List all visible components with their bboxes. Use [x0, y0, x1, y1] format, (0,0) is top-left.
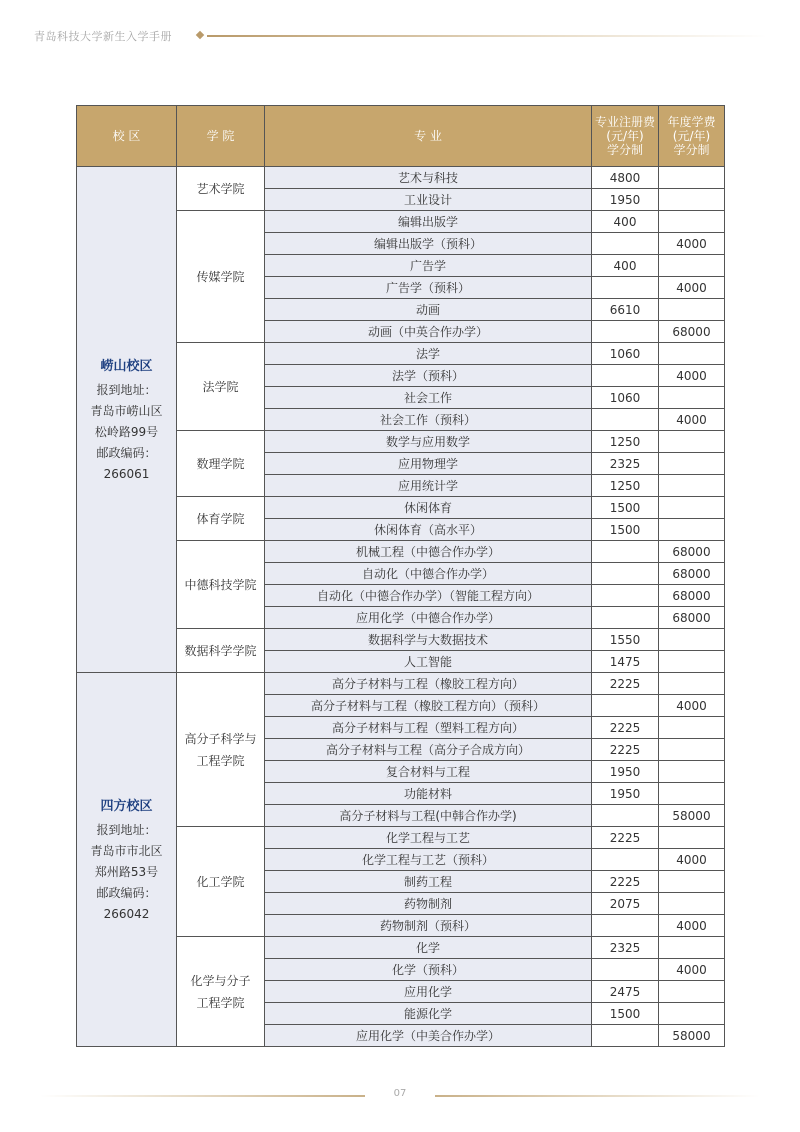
- major-column-header: 专 业: [265, 106, 592, 167]
- major-name-cell: 制药工程: [265, 871, 592, 893]
- header-line: (元/年): [672, 129, 711, 143]
- annual-fee-cell: 4000: [659, 233, 725, 255]
- annual-fee-cell: [659, 783, 725, 805]
- college-name-line: 化工学院: [196, 874, 245, 889]
- annual-fee-cell: [659, 343, 725, 365]
- table-body: [77, 167, 725, 1047]
- header-rule: [207, 35, 767, 37]
- annual-fee-cell: 68000: [659, 321, 725, 343]
- annual-fee-cell: [659, 717, 725, 739]
- college-name-line: 法学院: [202, 379, 239, 394]
- major-name-cell: 社会工作（预科）: [265, 409, 592, 431]
- registration-fee-cell: [592, 585, 659, 607]
- postcode: 266042: [103, 906, 150, 921]
- table-header-row: [77, 106, 725, 167]
- address-line: 郑州路53号: [94, 864, 159, 879]
- major-name-cell: 高分子材料与工程（橡胶工程方向）: [265, 673, 592, 695]
- major-name-cell: 高分子材料与工程(中韩合作办学): [265, 805, 592, 827]
- major-name-cell: 化学工程与工艺（预科）: [265, 849, 592, 871]
- annual-fee-cell: [659, 189, 725, 211]
- registration-fee-cell: 2325: [592, 453, 659, 475]
- major-name-cell: 广告学（预科）: [265, 277, 592, 299]
- college-column-header: 学 院: [177, 106, 265, 167]
- registration-fee-cell: [592, 805, 659, 827]
- campus-name: 崂山校区: [100, 358, 153, 374]
- annual-fee-cell: [659, 893, 725, 915]
- registration-fee-cell: 2225: [592, 739, 659, 761]
- registration-fee-cell: 1060: [592, 387, 659, 409]
- major-name-cell: 动画: [265, 299, 592, 321]
- major-name-cell: 应用物理学: [265, 453, 592, 475]
- major-name-cell: 自动化（中德合作办学）: [265, 563, 592, 585]
- annual-fee-cell: 68000: [659, 563, 725, 585]
- major-name-cell: 药物制剂: [265, 893, 592, 915]
- registration-fee-cell: 1250: [592, 475, 659, 497]
- major-name-cell: 高分子材料与工程（塑料工程方向）: [265, 717, 592, 739]
- registration-fee-cell: [592, 959, 659, 981]
- header-diamond-ornament: [196, 31, 204, 39]
- college-name-line: 数理学院: [196, 456, 245, 471]
- annual-fee-cell: [659, 937, 725, 959]
- college-name-line: 化学与分子: [190, 973, 251, 988]
- major-name-cell: 化学: [265, 937, 592, 959]
- major-name-cell: 社会工作: [265, 387, 592, 409]
- registration-fee-cell: 2325: [592, 937, 659, 959]
- annual-fee-cell: [659, 1003, 725, 1025]
- registration-fee-cell: 4800: [592, 167, 659, 189]
- major-name-cell: 功能材料: [265, 783, 592, 805]
- address-label: 报到地址：: [96, 822, 157, 837]
- annual-fee-cell: [659, 475, 725, 497]
- major-name-cell: 应用化学: [265, 981, 592, 1003]
- major-name-cell: 编辑出版学（预科）: [265, 233, 592, 255]
- annual-fee-cell: [659, 519, 725, 541]
- annual-fee-cell: [659, 629, 725, 651]
- registration-fee-cell: 2225: [592, 673, 659, 695]
- college-name-cell: [177, 343, 265, 431]
- major-name-cell: 能源化学: [265, 1003, 592, 1025]
- annual-fee-cell: [659, 497, 725, 519]
- college-name-cell: [177, 673, 265, 827]
- header-line: 学分制: [606, 143, 643, 157]
- registration-fee-cell: 6610: [592, 299, 659, 321]
- college-name-cell: [177, 827, 265, 937]
- registration-fee-cell: [592, 321, 659, 343]
- major-name-cell: 数学与应用数学: [265, 431, 592, 453]
- annual-fee-cell: [659, 761, 725, 783]
- registration-fee-cell: [592, 915, 659, 937]
- college-name-cell: [177, 431, 265, 497]
- major-name-cell: 法学（预科）: [265, 365, 592, 387]
- running-header: [34, 28, 764, 44]
- header-line: 专业注册费: [594, 115, 655, 129]
- table-row: [77, 167, 725, 189]
- registration-fee-cell: 1950: [592, 761, 659, 783]
- table-row: [77, 673, 725, 695]
- postcode-label: 邮政编码：: [96, 885, 157, 900]
- registration-fee-cell: [592, 409, 659, 431]
- major-name-cell: 应用统计学: [265, 475, 592, 497]
- address-line: 松岭路99号: [94, 424, 159, 439]
- college-name-cell: [177, 541, 265, 629]
- registration-fee-cell: [592, 233, 659, 255]
- registration-fee-cell: [592, 607, 659, 629]
- registration-fee-cell: 2475: [592, 981, 659, 1003]
- major-name-cell: 数据科学与大数据技术: [265, 629, 592, 651]
- tuition-fee-table: [76, 105, 725, 1047]
- registration-fee-cell: [592, 541, 659, 563]
- registration-fee-cell: 1500: [592, 1003, 659, 1025]
- major-name-cell: 机械工程（中德合作办学）: [265, 541, 592, 563]
- footer-rule-left: [40, 1095, 365, 1097]
- annual-fee-cell: [659, 299, 725, 321]
- major-name-cell: 编辑出版学: [265, 211, 592, 233]
- major-name-cell: 工业设计: [265, 189, 592, 211]
- major-name-cell: 高分子材料与工程（橡胶工程方向）（预科）: [265, 695, 592, 717]
- header-line: 学分制: [673, 143, 710, 157]
- major-name-cell: 高分子材料与工程（高分子合成方向）: [265, 739, 592, 761]
- annual-fee-cell: 4000: [659, 915, 725, 937]
- registration-fee-cell: 1550: [592, 629, 659, 651]
- annual-fee-cell: [659, 827, 725, 849]
- major-name-cell: 法学: [265, 343, 592, 365]
- college-name-line: 体育学院: [196, 511, 245, 526]
- page-footer: [40, 1088, 760, 1102]
- college-name-cell: [177, 497, 265, 541]
- annual-fee-cell: [659, 255, 725, 277]
- postcode: 266061: [103, 466, 150, 481]
- registration-fee-cell: 400: [592, 255, 659, 277]
- registration-fee-cell: [592, 849, 659, 871]
- annual-fee-cell: [659, 871, 725, 893]
- annual-fee-cell: 4000: [659, 959, 725, 981]
- registration-fee-cell: 2075: [592, 893, 659, 915]
- major-name-cell: 自动化（中德合作办学）（智能工程方向）: [265, 585, 592, 607]
- major-name-cell: 人工智能: [265, 651, 592, 673]
- header-line: (元/年): [606, 129, 644, 143]
- major-name-cell: 药物制剂（预科）: [265, 915, 592, 937]
- annual-fee-column-header: [659, 106, 725, 167]
- major-name-cell: 应用化学（中美合作办学）: [265, 1025, 592, 1047]
- campus-info-cell: [77, 167, 177, 673]
- postcode-label: 邮政编码：: [96, 445, 157, 460]
- registration-fee-cell: 2225: [592, 717, 659, 739]
- college-name-line: 工程学院: [196, 753, 245, 768]
- college-name-line: 艺术学院: [196, 181, 245, 196]
- annual-fee-cell: [659, 651, 725, 673]
- annual-fee-cell: 68000: [659, 607, 725, 629]
- annual-fee-cell: 4000: [659, 277, 725, 299]
- annual-fee-cell: [659, 453, 725, 475]
- annual-fee-cell: [659, 673, 725, 695]
- registration-fee-cell: 2225: [592, 871, 659, 893]
- major-name-cell: 化学（预科）: [265, 959, 592, 981]
- annual-fee-cell: 4000: [659, 365, 725, 387]
- campus-column-header: 校 区: [77, 106, 177, 167]
- college-name-line: 数据科学学院: [184, 643, 257, 658]
- major-name-cell: 休闲体育: [265, 497, 592, 519]
- annual-fee-cell: [659, 981, 725, 1003]
- registration-fee-cell: [592, 277, 659, 299]
- registration-fee-cell: 1475: [592, 651, 659, 673]
- registration-fee-cell: 1060: [592, 343, 659, 365]
- footer-rule-right: [435, 1095, 760, 1097]
- annual-fee-cell: 4000: [659, 695, 725, 717]
- major-name-cell: 复合材料与工程: [265, 761, 592, 783]
- major-name-cell: 广告学: [265, 255, 592, 277]
- annual-fee-cell: [659, 387, 725, 409]
- registration-fee-cell: 1250: [592, 431, 659, 453]
- page-number: 07: [393, 1088, 407, 1099]
- registration-fee-cell: [592, 695, 659, 717]
- major-name-cell: 化学工程与工艺: [265, 827, 592, 849]
- annual-fee-cell: 68000: [659, 541, 725, 563]
- major-name-cell: 艺术与科技: [265, 167, 592, 189]
- major-name-cell: 应用化学（中德合作办学）: [265, 607, 592, 629]
- college-name-line: 工程学院: [196, 995, 245, 1010]
- campus-info-cell: [77, 673, 177, 1047]
- registration-fee-cell: 1500: [592, 497, 659, 519]
- registration-fee-cell: 400: [592, 211, 659, 233]
- campus-name: 四方校区: [100, 798, 153, 814]
- annual-fee-cell: [659, 167, 725, 189]
- registration-fee-cell: [592, 1025, 659, 1047]
- college-name-cell: [177, 167, 265, 211]
- annual-fee-cell: 68000: [659, 585, 725, 607]
- address-line: 青岛市崂山区: [90, 403, 163, 418]
- registration-fee-cell: [592, 365, 659, 387]
- college-name-cell: [177, 629, 265, 673]
- annual-fee-cell: [659, 431, 725, 453]
- handbook-title: 青岛科技大学新生入学手册: [34, 30, 172, 43]
- annual-fee-cell: 4000: [659, 849, 725, 871]
- major-name-cell: 动画（中英合作办学）: [265, 321, 592, 343]
- college-name-cell: [177, 937, 265, 1047]
- address-label: 报到地址：: [96, 382, 157, 397]
- annual-fee-cell: 58000: [659, 805, 725, 827]
- header-line: 年度学费: [667, 115, 716, 129]
- registration-fee-cell: 1950: [592, 783, 659, 805]
- college-name-line: 中德科技学院: [184, 577, 257, 592]
- registration-fee-cell: 1950: [592, 189, 659, 211]
- major-name-cell: 休闲体育（高水平）: [265, 519, 592, 541]
- college-name-cell: [177, 211, 265, 343]
- registration-fee-cell: 2225: [592, 827, 659, 849]
- annual-fee-cell: 4000: [659, 409, 725, 431]
- college-name-line: 高分子科学与: [184, 731, 257, 746]
- registration-fee-cell: [592, 563, 659, 585]
- annual-fee-cell: [659, 739, 725, 761]
- annual-fee-cell: [659, 211, 725, 233]
- registration-fee-cell: 1500: [592, 519, 659, 541]
- address-line: 青岛市市北区: [90, 843, 163, 858]
- registration-fee-column-header: [592, 106, 659, 167]
- college-name-line: 传媒学院: [196, 269, 245, 284]
- annual-fee-cell: 58000: [659, 1025, 725, 1047]
